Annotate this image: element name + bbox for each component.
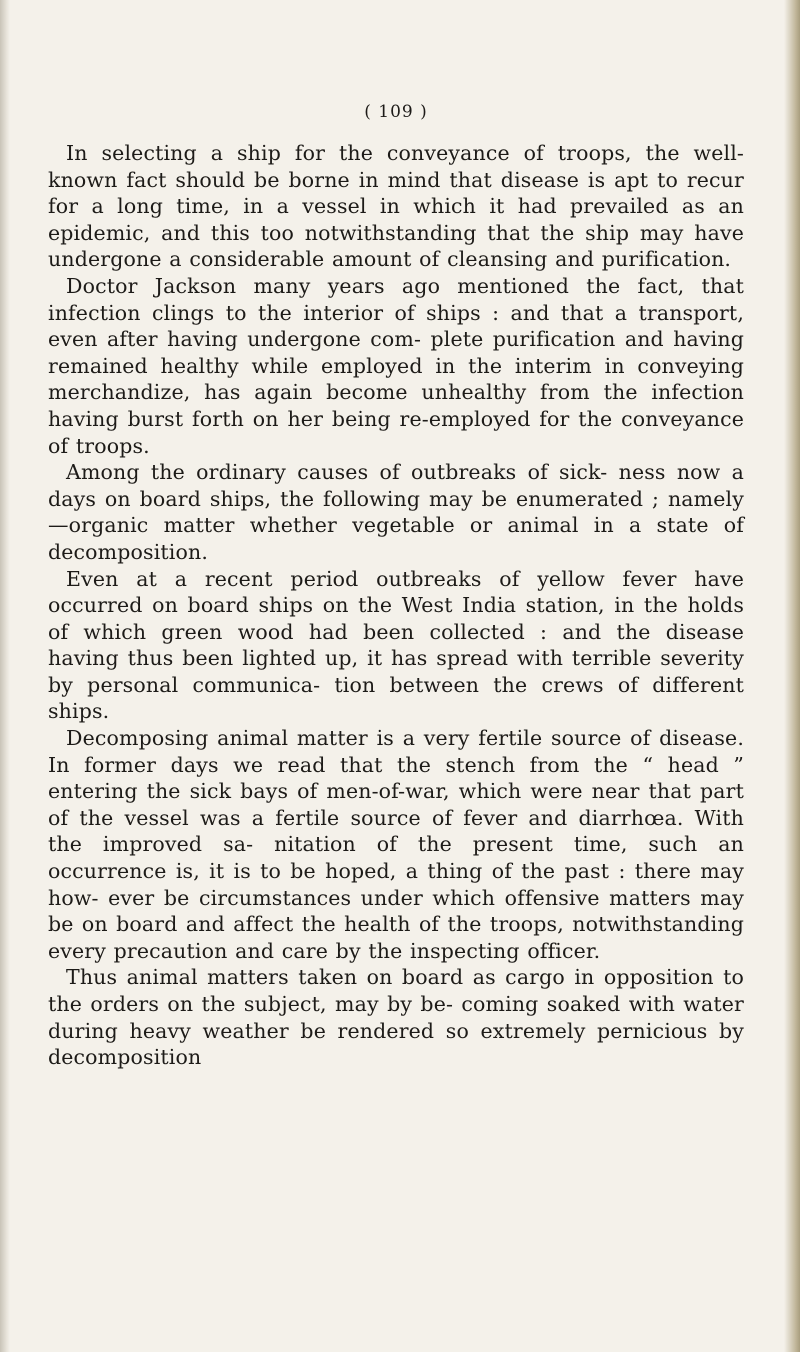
page-body-text — [48, 140, 744, 1071]
paragraph-doctor-jackson: Doctor Jackson many years ago mentioned the fact, that infection clings to the interior of ships : and that a transport, even after having undergone com- plete purification and having remained healthy while employed in the interim in conveying merchandize, has again become unhealthy from the infection having burst forth on her being re-employed for the conveyance of troops. — [48, 273, 744, 458]
book-page — [48, 102, 744, 1071]
page-left-edge-shadow — [0, 0, 10, 1352]
page-right-edge-binding — [784, 0, 800, 1352]
page-number — [48, 102, 744, 122]
paragraph-yellow-fever: Even at a recent period outbreaks of yellow fever have occurred on board ships on the West India station, in the holds of which green wood had been collected : and the disease having thus been lighted up, it has spread with terrible severity by personal communica- tion between the crews of different ships. — [48, 566, 744, 724]
paragraph-decomposing-matter: Decomposing animal matter is a very fertile source of disease. In former days we read that the stench from the “ head ” entering the sick bays of men-of-war, which were near that part of the vessel was a fertile source of fever and diarrhœa. With the improved sa- nitation of the present time, such an occurrence is, it is to be hoped, a thing of the past : there may how- ever be circumstances under which offensive matters may be on board and affect the health of the troops, notwithstanding every precaution and care by the inspecting officer. — [48, 726, 744, 963]
paragraph-animal-cargo: Thus animal matters taken on board as cargo in opposition to the orders on the subject, may by be- coming soaked with water during heavy weather be rendered so extremely pernicious by decomposition — [48, 965, 744, 1070]
paragraph-ordinary-causes: Among the ordinary causes of outbreaks of sick- ness now a days on board ships, the following may be enumerated ; namely—organic matter whether vegetable or animal in a state of decomposition. — [48, 460, 744, 564]
paragraph-ship-selection: In selecting a ship for the conveyance of troops, the well-known fact should be borne in mind that disease is apt to recur for a long time, in a vessel in which it had prevailed as an epidemic, and this too notwithstanding that the ship may have undergone a considerable amount of cleansing and purification. — [48, 141, 744, 272]
page-number-label: ( 109 ) — [364, 102, 428, 122]
